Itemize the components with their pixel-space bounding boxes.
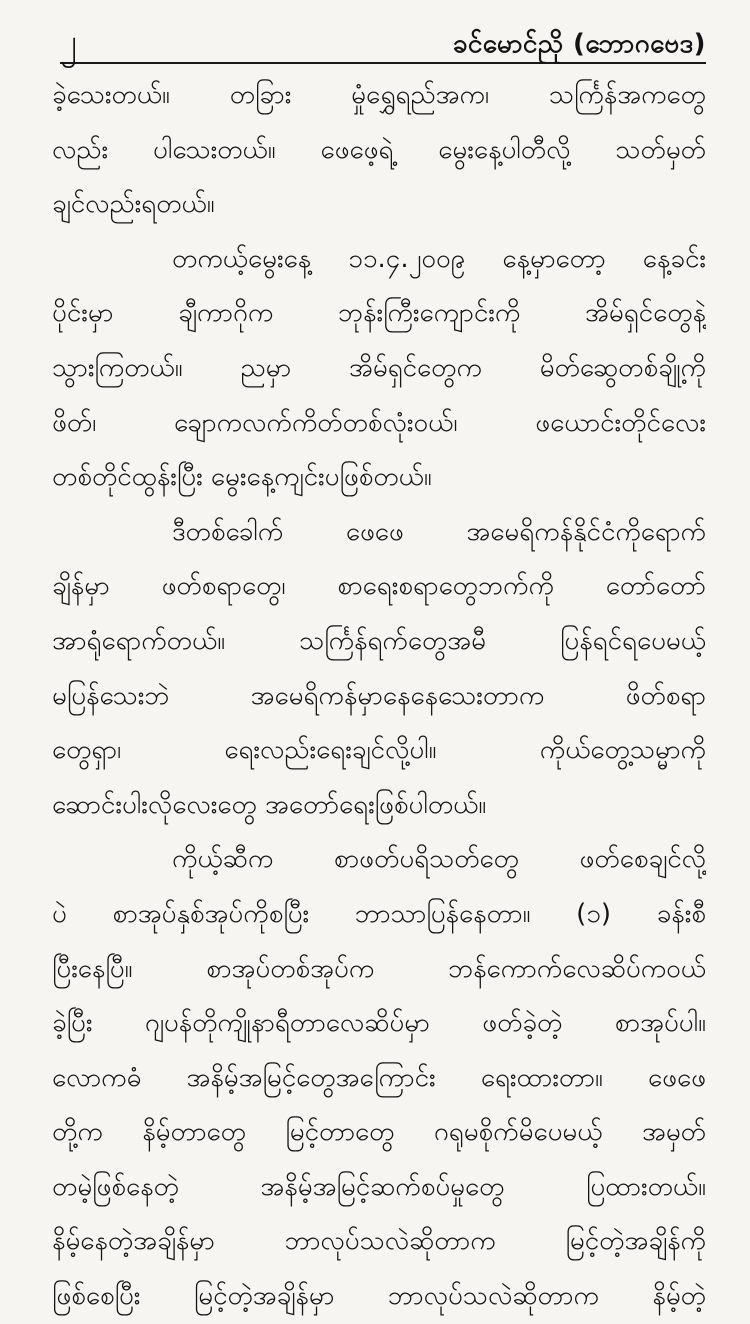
text-line: ခဲ့ပြီး ဂျပန်တိုကျိုနာရီတာလေဆိပ်မှာ ဖတ်ခဲ့တဲ့ စာအုပ်ပါ။ bbox=[52, 1008, 706, 1039]
text-line: ဆောင်းပါးလိုလေးတွေ အတော်ရေးဖြစ်ပါတယ်။ bbox=[52, 789, 487, 820]
text-line: နိမ့်နေတဲ့အချိန်မှာ ဘာလုပ်သလဲဆိုတာက မြင့်တဲ့အချိန်ကို bbox=[52, 1226, 706, 1257]
page-header bbox=[60, 18, 706, 64]
body-text bbox=[52, 68, 706, 1324]
text-line: ချိန်မှာ ဖတ်စရာတွေ၊ စာရေးစရာတွေဘက်ကို တော်တော် bbox=[52, 571, 706, 602]
text-line: သွားကြတယ်။ ညမှာ အိမ်ရှင်တွေက မိတ်ဆွေတစ်ချို့ကို bbox=[52, 352, 706, 383]
running-title: ခင်မောင်ညို (ဘောဂဗေဒ) bbox=[452, 29, 706, 59]
text-line: ဒီတစ်ခေါက် ဖေဖေ အမေရိကန်နိုင်ငံကိုရောက် bbox=[172, 516, 706, 547]
text-line: ပြီးနေပြီ။ စာအုပ်တစ်အုပ်က ဘန်ကောက်လေဆိပ်ကဝယ် bbox=[52, 953, 706, 984]
text-line: တကယ့်မွေးနေ့ ၁၁.၄.၂၀၀၉ နေ့မှာတော့ နေ့ခင်း bbox=[172, 243, 706, 274]
text-line: ခဲ့သေးတယ်။ တခြား မှုံရွှေရည်အက၊ သင်္ကြန်အကတွေ bbox=[52, 80, 706, 110]
text-line: တစ်တိုင်ထွန်းပြီး မွေးနေ့ကျင်းပဖြစ်တယ်။ bbox=[52, 462, 432, 493]
text-line: ဖိတ်၊ ချောကလက်ကိတ်တစ်လုံးဝယ်၊ ဖယောင်းတိုင်လေး bbox=[52, 407, 706, 438]
page-number: ၂ bbox=[60, 22, 77, 62]
text-line: တို့က နိမ့်တာတွေ မြင့်တာတွေ ဂရုမစိုက်မိပေမယ့် အမှတ် bbox=[52, 1117, 706, 1148]
text-line: ကိုယ့်ဆီက စာဖတ်ပရိသတ်တွေ ဖတ်စေချင်လို့ bbox=[172, 844, 706, 875]
text-line: တမဲ့ဖြစ်နေတဲ့ အနိမ့်အမြင့်ဆက်စပ်မှုတွေ ပြထားတယ်။ bbox=[52, 1171, 706, 1202]
text-line: တွေရှာ၊ ရေးလည်းရေးချင်လို့ပါ။ ကိုယ်တွေ့သမ္မာကို bbox=[52, 735, 706, 766]
text-line: ချင်လည်းရတယ်။ bbox=[52, 189, 215, 220]
text-line: ဖြစ်စေပြီး မြင့်တဲ့အချိန်မှာ ဘာလုပ်သလဲဆိုတာက နိမ့်တဲ့ bbox=[52, 1281, 706, 1312]
text-line: ပိုင်းမှာ ချီကာဂိုက ဘုန်းကြီးကျောင်းကို အိမ်ရှင်တွေနဲ့ bbox=[52, 298, 706, 329]
text-line: မပြန်သေးဘဲ အမေရိကန်မှာနေနေသေးတာက ဖိတ်စရာ bbox=[52, 680, 706, 711]
text-line: လောကဓံ အနိမ့်အမြင့်တွေအကြောင်း ရေးထားတာ။ ဖေဖေ bbox=[52, 1062, 706, 1093]
text-line: လည်း ပါသေးတယ်။ ဖေဖေ့ရဲ့ မွေးနေ့ပါတီလို့ သတ်မှတ် bbox=[52, 134, 706, 165]
text-line: အာရုံရောက်တယ်။ သင်္ကြန်ရက်တွေအမီ ပြန်ရင်ရပေမယ့် bbox=[52, 625, 706, 656]
text-line: ပဲ စာအုပ်နှစ်အုပ်ကိုစပြီး ဘာသာပြန်နေတာ။ (၁) ခန်းစီ bbox=[52, 898, 706, 929]
